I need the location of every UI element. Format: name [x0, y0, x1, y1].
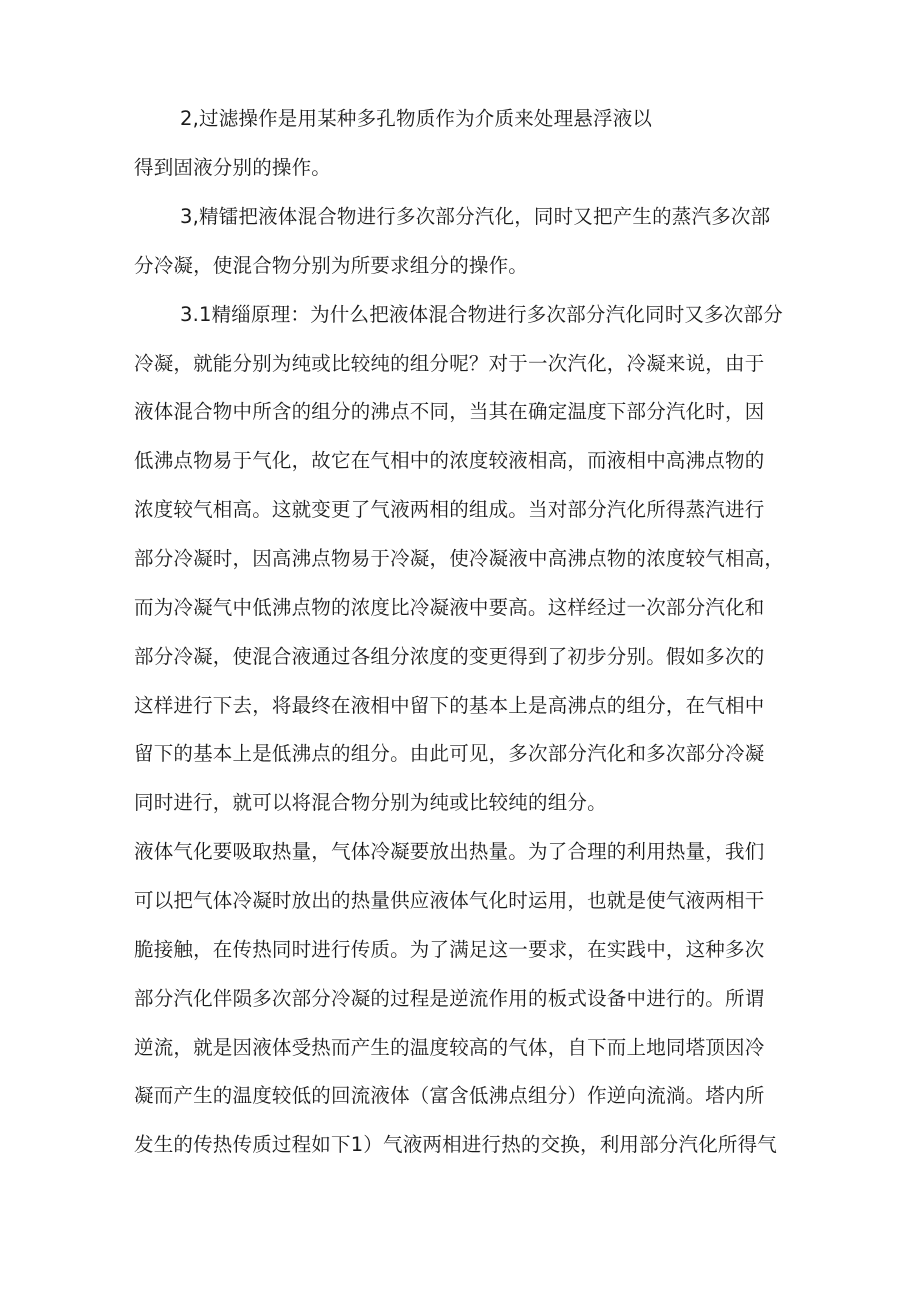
text-line-19: 部分汽化伴陨多次部分冷凝的过程是逆流作用的板式设备中进行的。所谓 [134, 987, 765, 1010]
text-line-13: 这样进行下去，将最终在液相中留下的基本上是高沸点的组分，在气相中 [134, 694, 765, 717]
text-line-17: 可以把气体冷凝时放出的热量供应液体气化时运用，也就是使气液两相干 [134, 889, 765, 912]
text-line-16: 液体气化要吸取热量，气体冷凝要放出热量。为了合理的利用热量，我们 [134, 840, 765, 863]
text-line-1: 2,过滤操作是用某种多孔物质作为介质来处理悬浮液以 [180, 107, 653, 130]
text-line-20: 逆流，就是因液体受热而产生的温度较高的气体，自下而上地同塔顶因冷 [134, 1036, 765, 1059]
text-line-9: 浓度较气相高。这就变更了气液两相的组成。当对部分汽化所得蒸汽进行 [134, 498, 765, 521]
text-line-4: 分冷凝，使混合物分别为所要求组分的操作。 [134, 254, 529, 277]
text-line-12: 部分冷凝，使混合液通过各组分浓度的变更得到了初步分别。假如多次的 [134, 645, 765, 668]
text-line-5: 3.1精缁原理：为什么把液体混合物进行多次部分汽化同时又多次部分 [180, 303, 783, 326]
text-line-7: 液体混合物中所含的组分的沸点不同，当其在确定温度下部分汽化时，因 [134, 400, 765, 423]
text-line-6: 冷凝，就能分别为纯或比较纯的组分呢？对于一次汽化，冷凝来说，由于 [134, 352, 765, 375]
text-line-14: 留下的基本上是低沸点的组分。由此可见，多次部分汽化和多次部分冷凝 [134, 742, 765, 765]
text-line-8: 低沸点物易于气化，故它在气相中的浓度较液相高，而液相中高沸点物的 [134, 449, 765, 472]
text-line-3: 3,精镭把液体混合物进行多次部分汽化，同时又把产生的蒸汽多次部 [180, 205, 771, 228]
text-line-22: 发生的传热传质过程如下1）气液两相进行热的交换，利用部分汽化所得气 [134, 1133, 778, 1156]
text-line-18: 脆接触，在传热同时进行传质。为了满足这一要求，在实践中，这种多次 [134, 938, 765, 961]
text-line-11: 而为冷凝气中低沸点物的浓度比冷凝液中要高。这样经过一次部分汽化和 [134, 596, 765, 619]
text-line-15: 同时进行，就可以将混合物分别为纯或比较纯的组分。 [134, 791, 607, 814]
text-line-2: 得到固液分别的操作。 [134, 156, 332, 179]
text-line-21: 凝而产生的温度较低的回流液体（富含低沸点组分）作逆向流淌。塔内所 [134, 1084, 765, 1107]
text-line-10: 部分冷凝时，因高沸点物易于冷凝，使冷凝液中高沸点物的浓度较气相高， [134, 547, 785, 570]
